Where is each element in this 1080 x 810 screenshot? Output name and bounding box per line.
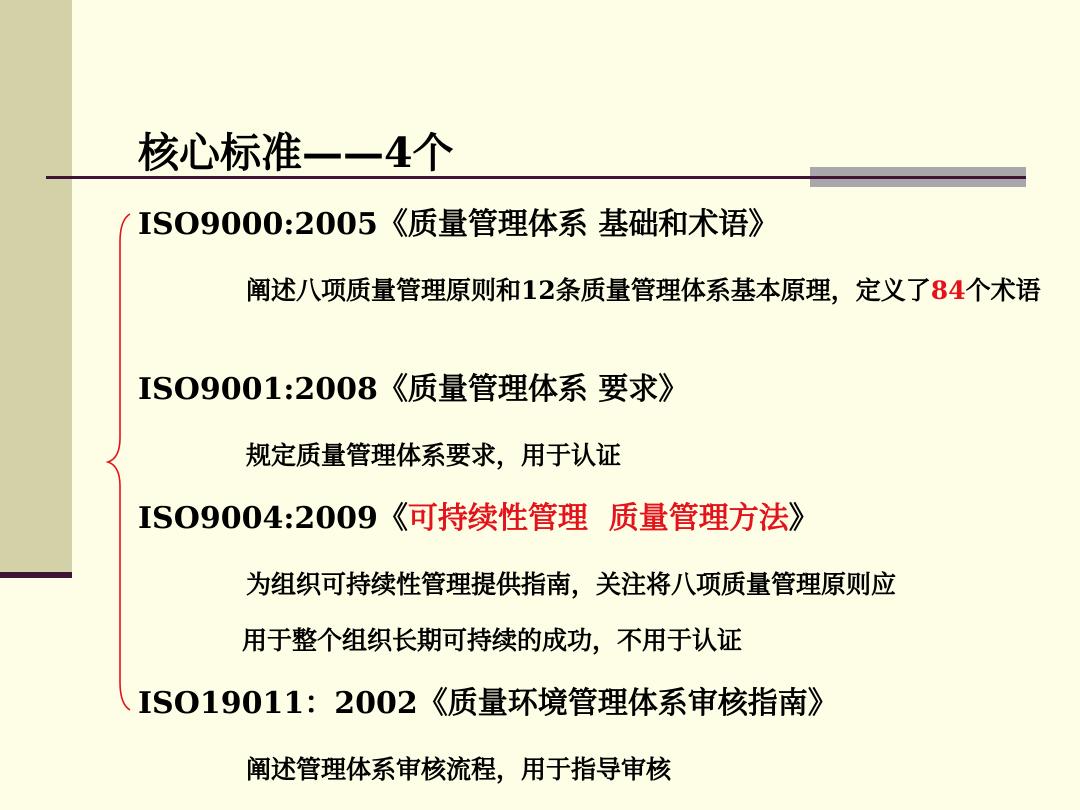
bracket-close: 》 [788,501,819,536]
bracket-close: 》 [807,686,838,721]
standard-code: ISO9001:2008 [138,372,378,407]
standard-desc-iso19011: 阐述管理体系审核流程，用于指导审核 [246,755,672,784]
standard-name-highlight: 可持续性管理 质量管理方法 [407,501,789,536]
term-count-highlight: 84 [930,276,966,305]
standard-code: ISO19011：2002 [138,686,418,721]
standard-item-iso9001 [138,370,688,410]
bracket-open: 《 [417,686,448,721]
title-dash: —— [302,129,384,177]
left-sidebar-band [0,0,72,575]
desc-text: 阐述八项质量管理原则和12条质量管理体系基本原理，定义了 [246,276,931,305]
bracket-close: 》 [748,207,779,242]
standard-desc-iso9004-line2: 用于整个组织长期可持续的成功，不用于认证 [242,626,743,655]
title-count: 4个 [384,129,454,177]
standard-item-iso9004 [138,499,819,539]
title-accent-bar [810,167,1026,187]
standard-desc-iso9001: 规定质量管理体系要求，用于认证 [246,441,622,470]
title-main: 核心标准 [138,129,302,177]
bracket-open: 《 [377,501,408,536]
standard-code: ISO9004:2009 [138,501,378,536]
left-curly-brace [104,212,132,712]
standard-code: ISO9000:2005 [138,207,378,242]
standard-desc-iso9004-line1: 为组织可持续性管理提供指南，关注将八项质量管理原则应 [246,570,897,599]
bracket-open: 《 [377,372,408,407]
bracket-close: 》 [658,372,689,407]
standard-name: 质量管理体系 基础和术语 [407,207,749,242]
standard-name: 质量环境管理体系审核指南 [447,686,808,721]
standard-name: 质量管理体系 要求 [407,372,659,407]
standard-item-iso19011 [138,684,838,724]
slide-title [138,124,454,182]
bracket-open: 《 [377,207,408,242]
standard-item-iso9000 [138,205,778,245]
desc-text-end: 个术语 [965,276,1041,305]
standard-desc-iso9000 [246,273,1041,309]
sidebar-rule [0,572,72,578]
